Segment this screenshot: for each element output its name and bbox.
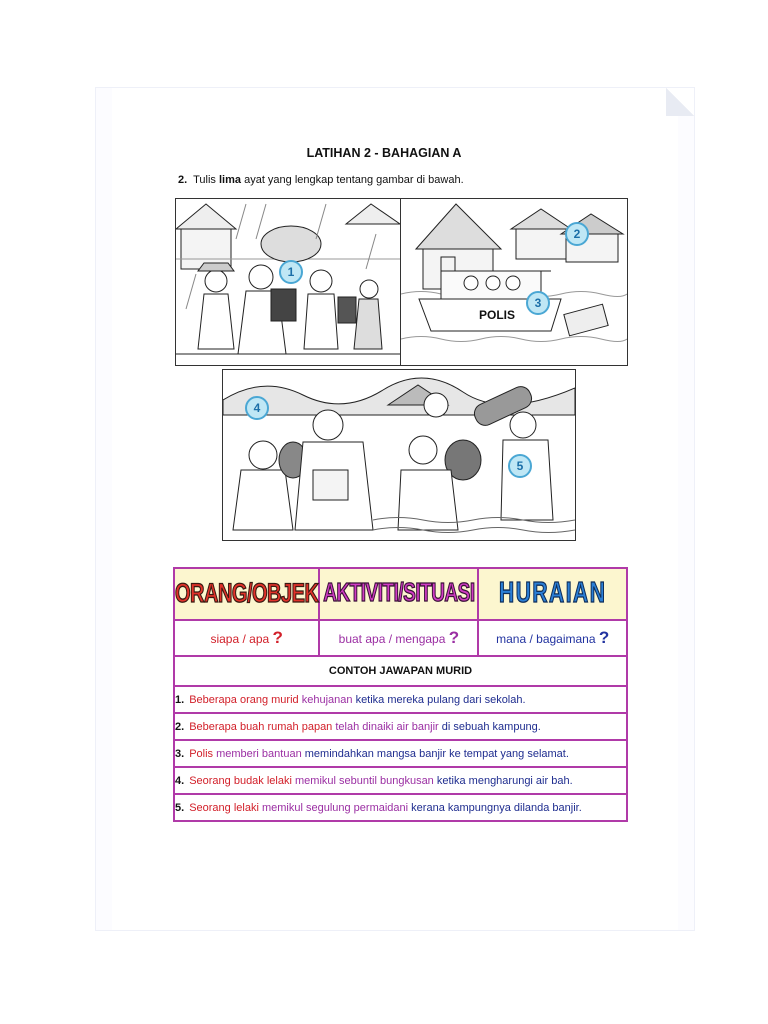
header-orang-cell <box>174 568 319 620</box>
header-aktiviti-situasi: AKTIVITI/SITUASI <box>323 579 475 608</box>
instruction-before: Tulis <box>193 174 216 186</box>
table-row: 1. Beberapa orang murid kehujanan ketika mereka pulang dari sekolah. <box>174 686 627 713</box>
instruction-text <box>178 174 464 186</box>
example-title: CONTOH JAWAPAN MURID <box>174 656 627 686</box>
picture-flood-boat <box>400 198 628 366</box>
table-row: 2. Beberapa buah rumah papan telah dinaiki air banjir di sebuah kampung. <box>174 713 627 740</box>
table-row: 5. Seorang lelaki memikul segulung permaidani kerana kampungnya dilanda banjir. <box>174 794 627 821</box>
table-row: 4. Seorang budak lelaki memikul sebuntil bungkusan ketika mengharungi air bah. <box>174 767 627 794</box>
answer-table <box>173 567 628 822</box>
picture-wading-people <box>222 369 576 541</box>
boat-police-text: POLIS <box>479 308 516 322</box>
question-where: mana / bagaimana ? <box>478 620 627 656</box>
instruction-after: ayat yang lengkap tentang gambar di bawah. <box>244 174 464 186</box>
header-orang-objek: ORANG/OBJEK <box>175 578 319 609</box>
instruction-number: 2. <box>178 174 188 186</box>
header-huraian: HURAIAN <box>499 577 607 609</box>
picture-label-4-text: 4 <box>253 401 261 415</box>
header-aktiviti-cell <box>319 568 478 620</box>
table-header-row <box>174 568 627 620</box>
picture-label-2-text: 2 <box>573 227 581 241</box>
table-row: 3. Polis memberi bantuan memindahkan mangsa banjir ke tempat yang selamat. <box>174 740 627 767</box>
picture-label-1-text: 1 <box>287 265 295 279</box>
picture-students-rain <box>175 198 401 366</box>
page-title: LATIHAN 2 - BAHAGIAN A <box>306 146 462 160</box>
example-title-row <box>174 656 627 686</box>
picture-label-3-text: 3 <box>534 296 542 310</box>
question-row <box>174 620 627 656</box>
header-huraian-cell <box>478 568 627 620</box>
page-fold-corner <box>666 88 694 116</box>
instruction-bold: lima <box>219 174 242 186</box>
question-what: buat apa / mengapa ? <box>319 620 478 656</box>
question-who: siapa / apa ? <box>174 620 319 656</box>
picture-label-5-text: 5 <box>516 459 524 473</box>
